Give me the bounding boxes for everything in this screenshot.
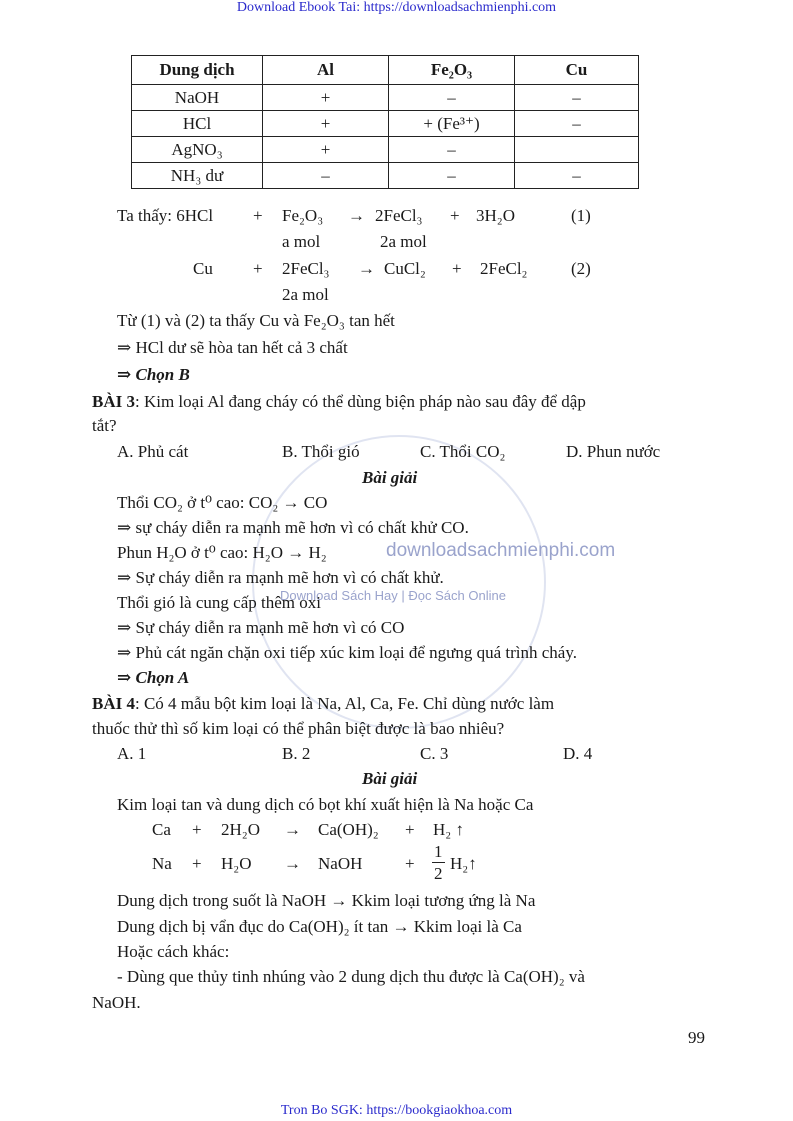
- eqna-h2o: H₂O: [221, 854, 252, 873]
- bai4-option: A. 1: [117, 744, 147, 763]
- eqca-arrow: →: [284, 820, 301, 839]
- bai3-solution-line: ⇒ Phủ cát ngăn chặn oxi tiếp xúc kim loại để ngưng quá trình cháy.: [117, 643, 577, 662]
- table-header: Dung dịch: [132, 56, 263, 85]
- eq1-h2o: 3H₂O: [476, 206, 515, 225]
- table-row: [132, 85, 639, 111]
- eqca-ca: Ca: [152, 820, 171, 839]
- bai4-solution-line: Hoặc cách khác:: [117, 942, 230, 961]
- eq2-cu: Cu: [193, 259, 213, 278]
- bai4-solution-title: Bài giải: [362, 769, 418, 788]
- table-header: Fe₂O₃: [389, 56, 515, 85]
- bai3-label: BÀI 3: [92, 392, 135, 411]
- eqna-plus-2: +: [405, 854, 415, 873]
- eqna-h2: H₂↑: [450, 854, 477, 873]
- eq2-fecl2: 2FeCl₂: [480, 259, 528, 278]
- bai4-question-text: : Có 4 mẫu bột kim loại là Na, Al, Ca, Fe. Chỉ dùng nước làm: [134, 694, 555, 713]
- bai4-intro: Kim loại tan và dung dịch có bọt khí xuất hiện là Na hoặc Ca: [117, 795, 534, 814]
- eqna-naoh: NaOH: [318, 854, 363, 873]
- table-cell: AgNO₃: [132, 137, 263, 163]
- eqna-arrow: →: [284, 854, 301, 873]
- reaction-table: [131, 55, 639, 189]
- eq1-fe2o3: Fe₂O₃: [282, 206, 324, 225]
- conclusion-line: Từ (1) và (2) ta thấy Cu và Fe₂O₃ tan hết: [117, 311, 395, 330]
- bai3-solution-line: Thổi gió là cung cấp thêm oxi: [117, 593, 321, 612]
- watermark-site-text: downloadsachmienphi.com: [386, 540, 616, 561]
- table-cell: +: [263, 111, 389, 137]
- fraction-numerator: 1: [434, 842, 443, 861]
- bai4-question-line: [92, 694, 554, 714]
- eq2-fecl3: 2FeCl₃: [282, 259, 330, 278]
- bai3-option: A. Phủ cát: [117, 442, 189, 461]
- eq1-plus-2: +: [450, 206, 460, 225]
- table-cell: +: [263, 85, 389, 111]
- bai3-solution-line: Phun H₂O ở t⁰ cao: H₂O → H₂: [117, 543, 327, 562]
- eq2-cucl2: CuCl₂: [384, 259, 426, 278]
- bai3-question-line-2: tắt?: [92, 416, 117, 435]
- bai3-option: C. Thổi CO₂: [420, 442, 506, 461]
- eqca-h2o: 2H₂O: [221, 820, 260, 839]
- footer-sgk-link[interactable]: Tron Bo SGK: https://bookgiaokhoa.com: [280, 1103, 513, 1118]
- bai4-option: C. 3: [420, 744, 449, 763]
- eq1-number: (1): [571, 206, 591, 225]
- table-cell: +: [263, 137, 389, 163]
- bai4-option: B. 2: [282, 744, 311, 763]
- eq1-mol-a: a mol: [282, 232, 321, 251]
- table-cell: NH₃ dư: [132, 163, 263, 189]
- eq1-mol-b: 2a mol: [380, 232, 427, 251]
- conclusion-line: ⇒ HCl dư sẽ hòa tan hết cả 3 chất: [117, 338, 348, 357]
- table-cell: –: [263, 163, 389, 189]
- eq2-number: (2): [571, 259, 591, 278]
- eqca-caoh2: Ca(OH)₂: [318, 820, 379, 839]
- eq2-plus-2: +: [452, 259, 462, 278]
- eq2-mol: 2a mol: [282, 285, 329, 304]
- bai3-solution-line: ⇒ Sự cháy diễn ra mạnh mẽ hơn vì có CO: [117, 618, 405, 637]
- bai3-question-text: : Kim loại Al đang cháy có thể dùng biện pháp nào sau đây để dập: [134, 392, 586, 411]
- table-cell: –: [515, 111, 639, 137]
- watermark-tagline: Download Sách Hay | Đọc Sách Online: [280, 588, 506, 603]
- bai4-solution-line: - Dùng que thủy tinh nhúng vào 2 dung dịch thu được là Ca(OH)₂ và: [117, 967, 585, 986]
- eqca-plus-2: +: [405, 820, 415, 839]
- table-header-row: [132, 56, 639, 85]
- bai3-solution-line: Thổi CO₂ ở t⁰ cao: CO₂ → CO: [117, 493, 328, 512]
- table-cell: [515, 137, 639, 163]
- header-download-link[interactable]: Download Ebook Tai: https://downloadsachmienphi.com: [236, 0, 557, 15]
- bai3-answer: ⇒ Chọn A: [117, 668, 190, 687]
- table-header: Al: [263, 56, 389, 85]
- table-row: [132, 137, 639, 163]
- table-cell: + (Fe³⁺): [389, 111, 515, 137]
- eq1-fecl3: 2FeCl₃: [375, 206, 423, 225]
- table-row: [132, 163, 639, 189]
- table-cell: NaOH: [132, 85, 263, 111]
- table-cell: HCl: [132, 111, 263, 137]
- bai3-solution-title: Bài giải: [362, 468, 418, 487]
- table-cell: –: [389, 163, 515, 189]
- table-cell: –: [389, 85, 515, 111]
- eq2-plus: +: [253, 259, 263, 278]
- answer-choice: ⇒ Chọn B: [117, 365, 190, 384]
- bai3-option: D. Phun nước: [566, 442, 661, 461]
- table-header: Cu: [515, 56, 639, 85]
- bai3-solution-line: ⇒ sự cháy diễn ra mạnh mẽ hơn vì có chất khử CO.: [117, 518, 469, 537]
- bai4-option: D. 4: [563, 744, 593, 763]
- eq1-arrow: →: [348, 206, 365, 225]
- fraction-denominator: 2: [434, 864, 443, 883]
- eqca-plus: +: [192, 820, 202, 839]
- eqca-h2: H₂ ↑: [433, 820, 464, 839]
- bai3-solution-line: ⇒ Sự cháy diễn ra mạnh mẽ hơn vì có chất khử.: [117, 568, 444, 587]
- table-cell: –: [515, 163, 639, 189]
- eqna-fraction: [432, 843, 445, 882]
- table-cell: –: [515, 85, 639, 111]
- eq1-plus: +: [253, 206, 263, 225]
- bai4-question-line-2: thuốc thử thì số kim loại có thể phân biệt được là bao nhiêu?: [92, 719, 505, 738]
- bai3-question-line: [92, 392, 586, 412]
- eq1-prefix: Ta thấy: 6HCl: [117, 206, 214, 225]
- bai4-solution-line: Dung dịch trong suốt là NaOH → Kkim loại tương ứng là Na: [117, 891, 536, 910]
- bai4-label: BÀI 4: [92, 694, 135, 713]
- page-number: 99: [688, 1028, 705, 1047]
- table-row: [132, 111, 639, 137]
- bai4-solution-line: Dung dịch bị vẩn đục do Ca(OH)₂ ít tan → Kkim loại là Ca: [117, 917, 522, 936]
- eq2-arrow: →: [358, 259, 375, 278]
- eqna-plus: +: [192, 854, 202, 873]
- eqna-na: Na: [152, 854, 172, 873]
- bai4-solution-line: NaOH.: [92, 993, 141, 1012]
- bai3-option: B. Thổi gió: [282, 442, 360, 461]
- table-cell: –: [389, 137, 515, 163]
